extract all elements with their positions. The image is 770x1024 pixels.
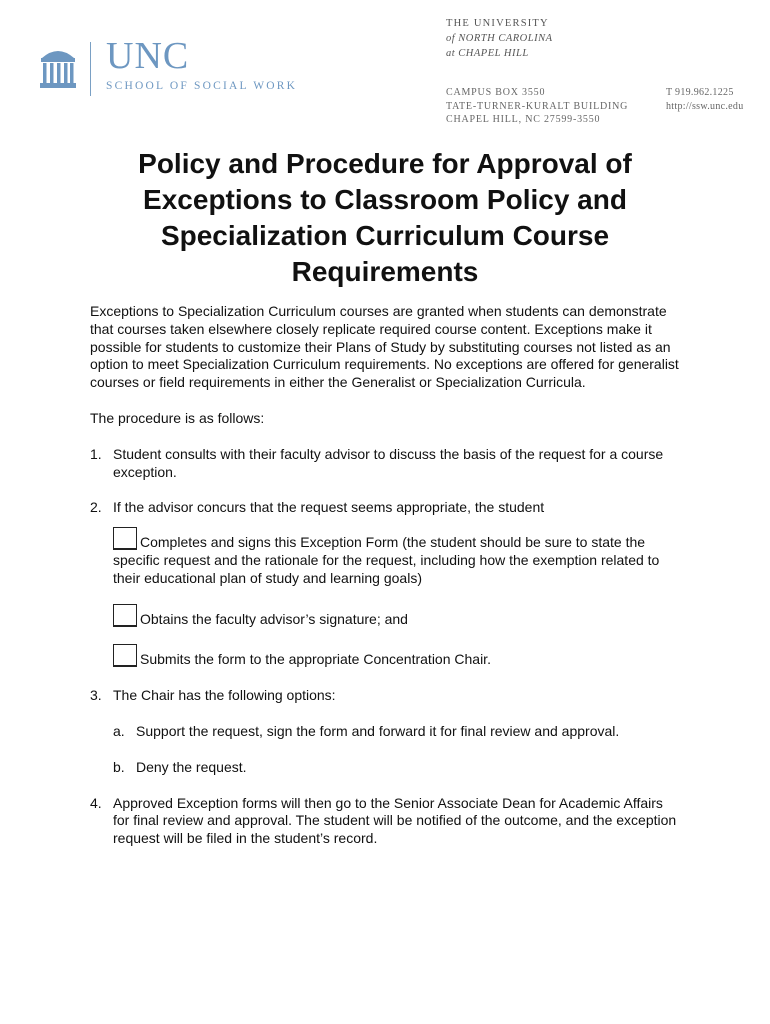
school-name: SCHOOL OF SOCIAL WORK	[106, 80, 298, 92]
checklist-item	[113, 644, 680, 669]
checklist-text: Submits the form to the appropriate Concentration Chair.	[140, 651, 491, 668]
university-line: at CHAPEL HILL	[446, 48, 529, 59]
mailing-address	[446, 86, 628, 127]
logo-wordmark: UNC	[106, 35, 190, 77]
unc-logo	[38, 35, 298, 100]
option-letter: b.	[113, 758, 125, 775]
step-number: 2.	[90, 499, 102, 516]
logo-divider	[90, 42, 91, 96]
intro-paragraph: Exceptions to Specialization Curriculum courses are granted when students can demonstrate that courses taken elsewhere closely replicate required course content. Exceptions make it possible for students to customize their Plans of Study by substituting courses not listed as an option to meet Specialization Curriculum requirements. No exceptions are offered for generalist courses or field requirements in either the Generalist or Specialization Curricula.	[90, 303, 679, 391]
step-text: Approved Exception forms will then go to the Senior Associate Dean for Academic Affairs for final review and approval. The student will be notified of the outcome, and the exception request will be filed in the student’s record.	[113, 794, 677, 847]
address-line: CAMPUS BOX 3550	[446, 87, 546, 98]
step-item	[90, 446, 680, 482]
option-letter: a.	[113, 722, 125, 739]
step-item	[90, 499, 680, 669]
checklist	[113, 527, 680, 669]
step-text: Student consults with their faculty advisor to discuss the basis of the request for a course exception.	[113, 445, 664, 480]
checkbox[interactable]	[113, 604, 137, 627]
step-item	[90, 795, 680, 848]
step-text: The Chair has the following options:	[113, 687, 336, 704]
university-name	[446, 16, 553, 61]
page-title: Policy and Procedure for Approval of Exceptions to Classroom Policy and Specialization Curriculum Course Requirements	[138, 148, 632, 287]
checklist-item	[113, 604, 680, 629]
checkbox[interactable]	[113, 527, 137, 550]
step-item	[90, 687, 680, 776]
option-text: Support the request, sign the form and forward it for final review and approval.	[136, 722, 620, 739]
procedure-lead: The procedure is as follows:	[90, 409, 265, 426]
university-line: THE UNIVERSITY	[446, 18, 549, 29]
phone-number: T 919.962.1225	[666, 87, 734, 98]
university-line: of NORTH CAROLINA	[446, 33, 553, 44]
option-item	[113, 759, 680, 777]
option-text: Deny the request.	[136, 758, 247, 775]
website-url: http://ssw.unc.edu	[666, 100, 744, 112]
address-line: TATE-TURNER-KURALT BUILDING	[446, 100, 629, 112]
step-number: 3.	[90, 687, 102, 704]
step-number: 4.	[90, 794, 102, 811]
checklist-item	[113, 527, 680, 587]
chair-options	[113, 723, 680, 777]
option-item	[113, 723, 680, 741]
address-line: CHAPEL HILL, NC 27599-3550	[446, 114, 601, 125]
step-number: 1.	[90, 445, 102, 462]
old-well-icon	[38, 44, 78, 90]
contact-info	[666, 86, 744, 113]
document-body	[90, 303, 680, 866]
checklist-text: Obtains the faculty advisor’s signature; and	[140, 610, 408, 627]
checkbox[interactable]	[113, 644, 137, 667]
step-text: If the advisor concurs that the request seems appropriate, the student	[113, 499, 545, 516]
checklist-text: Completes and signs this Exception Form (the student should be sure to state the specific request and the rationale for the request, including how the exemption related to their educational plan of study and learning goals)	[113, 534, 660, 586]
